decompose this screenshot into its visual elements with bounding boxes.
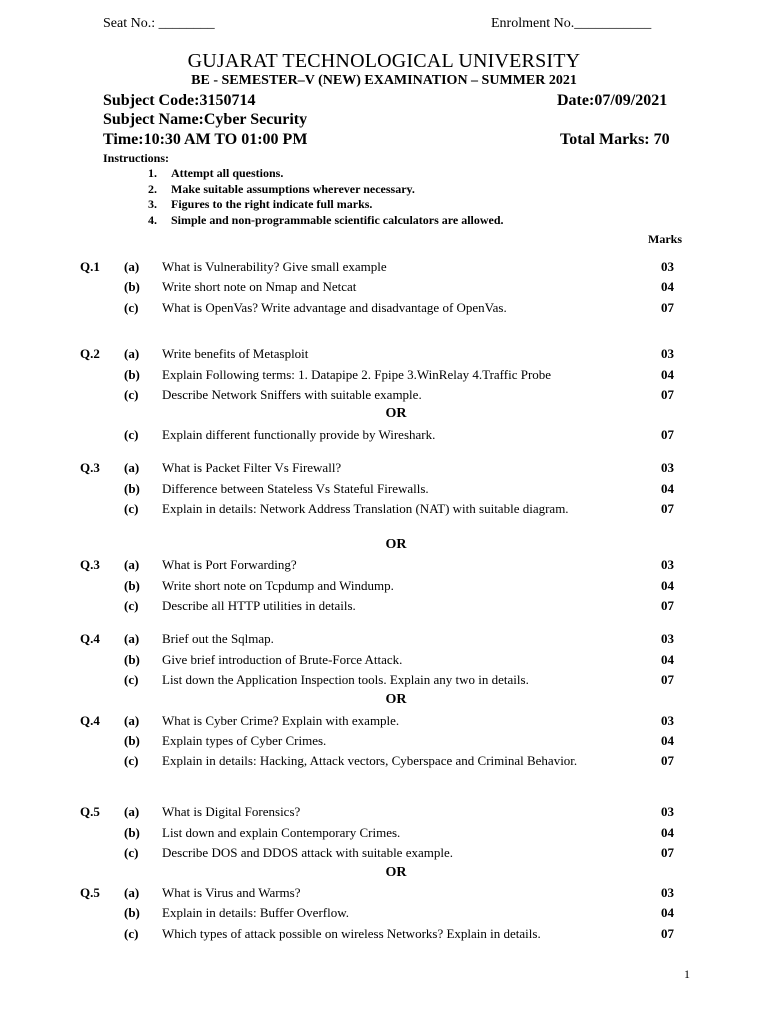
seat-no: Seat No.: ________ [103,16,215,31]
or-separator: OR [385,865,407,880]
or-separator: OR [385,692,407,707]
question-marks: 04 [661,578,674,593]
question-part: (c) [124,501,139,516]
instruction-number: 2. [148,181,157,196]
question-text: What is Port Forwarding? [162,557,297,572]
question-text: What is Cyber Crime? Explain with example. [162,713,400,728]
question-marks: 03 [661,885,674,900]
question-part: (c) [124,845,139,860]
question-text: Explain Following terms: 1. Datapipe 2. Fpipe 3.WinRelay 4.Traffic Probe [162,367,552,382]
question-number: Q.4 [80,713,100,728]
subject-name: Subject Name:Cyber Security [103,111,308,128]
question-part: (b) [124,578,140,593]
question-marks: 03 [661,713,674,728]
question-marks: 04 [661,733,674,748]
question-marks: 03 [661,804,674,819]
question-number: Q.5 [80,804,100,819]
question-marks: 07 [661,501,674,516]
question-text: Describe DOS and DDOS attack with suitable example. [162,845,453,860]
question-marks: 07 [661,427,674,442]
question-number: Q.5 [80,885,100,900]
instructions-title: Instructions: [103,151,170,165]
instruction-text: Figures to the right indicate full marks. [171,197,373,211]
question-marks: 04 [661,825,674,840]
question-part: (b) [124,481,140,496]
instruction-item [148,166,504,182]
or-separator: OR [385,537,407,552]
page-number: 1 [684,967,690,981]
question-text: What is Packet Filter Vs Firewall? [162,460,342,475]
instruction-item [148,182,504,198]
instruction-number: 1. [148,166,157,180]
instruction-number: 4. [148,212,157,227]
enrolment-no: Enrolment No.___________ [491,16,652,31]
question-part: (c) [124,753,139,768]
question-text: Explain different functionally provide by Wireshark. [162,427,436,442]
question-part: (b) [124,279,140,294]
question-part: (b) [124,905,140,920]
question-marks: 03 [661,557,674,572]
instruction-item [148,197,504,213]
question-marks: 04 [661,367,674,382]
question-text: Describe all HTTP utilities in details. [162,598,356,613]
question-part: (c) [124,387,139,402]
question-marks: 07 [661,387,674,402]
question-marks: 07 [661,845,674,860]
university-title: GUJARAT TECHNOLOGICAL UNIVERSITY [187,50,581,72]
total-marks: Total Marks: 70 [560,131,670,148]
marks-column-header: Marks [648,232,682,246]
question-marks: 07 [661,672,674,687]
question-part: (a) [124,460,140,475]
question-part: (b) [124,825,140,840]
subject-code: Subject Code:3150714 [103,92,256,109]
question-marks: 07 [661,300,674,315]
question-part: (b) [124,733,140,748]
question-part: (a) [124,557,140,572]
exam-title: BE - SEMESTER–V (NEW) EXAMINATION – SUMMER 2021 [191,73,577,88]
question-marks: 07 [661,926,674,941]
question-marks: 07 [661,753,674,768]
question-text: Write short note on Tcpdump and Windump. [162,578,394,593]
question-text: Which types of attack possible on wireless Networks? Explain in details. [162,926,541,941]
question-part: (c) [124,926,139,941]
question-text: Explain in details: Network Address Translation (NAT) with suitable diagram. [162,501,569,516]
or-separator: OR [385,406,407,421]
question-marks: 04 [661,481,674,496]
instruction-text: Simple and non-programmable scientific calculators are allowed. [171,212,504,227]
question-marks: 04 [661,279,674,294]
question-text: Brief out the Sqlmap. [162,631,274,646]
question-number: Q.4 [80,631,100,646]
question-part: (c) [124,598,139,613]
question-number: Q.2 [80,346,100,361]
question-part: (a) [124,885,140,900]
question-part: (a) [124,346,140,361]
question-text: Explain in details: Buffer Overflow. [162,905,350,920]
question-text: What is Digital Forensics? [162,804,301,819]
question-part: (c) [124,427,139,442]
question-marks: 03 [661,259,674,274]
question-text: List down the Application Inspection tools. Explain any two in details. [162,672,529,687]
question-part: (a) [124,631,140,646]
question-part: (a) [124,713,140,728]
question-text: Explain types of Cyber Crimes. [162,733,327,748]
question-marks: 03 [661,631,674,646]
instruction-text: Make suitable assumptions wherever necessary. [171,181,415,196]
instruction-item [148,213,504,229]
question-part: (a) [124,804,140,819]
question-text: Explain in details: Hacking, Attack vectors, Cyberspace and Criminal Behavior. [162,753,578,768]
question-text: What is OpenVas? Write advantage and disadvantage of OpenVas. [162,300,507,315]
question-marks: 04 [661,905,674,920]
question-text: What is Vulnerability? Give small example [162,259,387,274]
question-number: Q.3 [80,557,100,572]
question-marks: 03 [661,346,674,361]
question-part: (c) [124,672,139,687]
instruction-number: 3. [148,197,157,211]
question-part: (a) [124,259,140,274]
question-text: Write benefits of Metasploit [162,346,309,361]
question-marks: 07 [661,598,674,613]
question-part: (b) [124,367,140,382]
exam-date: Date:07/09/2021 [557,92,668,109]
question-text: Give brief introduction of Brute-Force Attack. [162,652,403,667]
instructions-list [148,166,504,228]
question-text: Write short note on Nmap and Netcat [162,279,357,294]
question-part: (c) [124,300,139,315]
exam-time: Time:10:30 AM TO 01:00 PM [103,131,308,148]
question-part: (b) [124,652,140,667]
question-number: Q.3 [80,460,100,475]
question-text: List down and explain Contemporary Crimes. [162,825,401,840]
question-text: What is Virus and Warms? [162,885,301,900]
question-number: Q.1 [80,259,100,274]
question-text: Describe Network Sniffers with suitable example. [162,387,422,402]
instruction-text: Attempt all questions. [171,166,284,180]
question-text: Difference between Stateless Vs Stateful Firewalls. [162,481,429,496]
question-marks: 04 [661,652,674,667]
question-marks: 03 [661,460,674,475]
